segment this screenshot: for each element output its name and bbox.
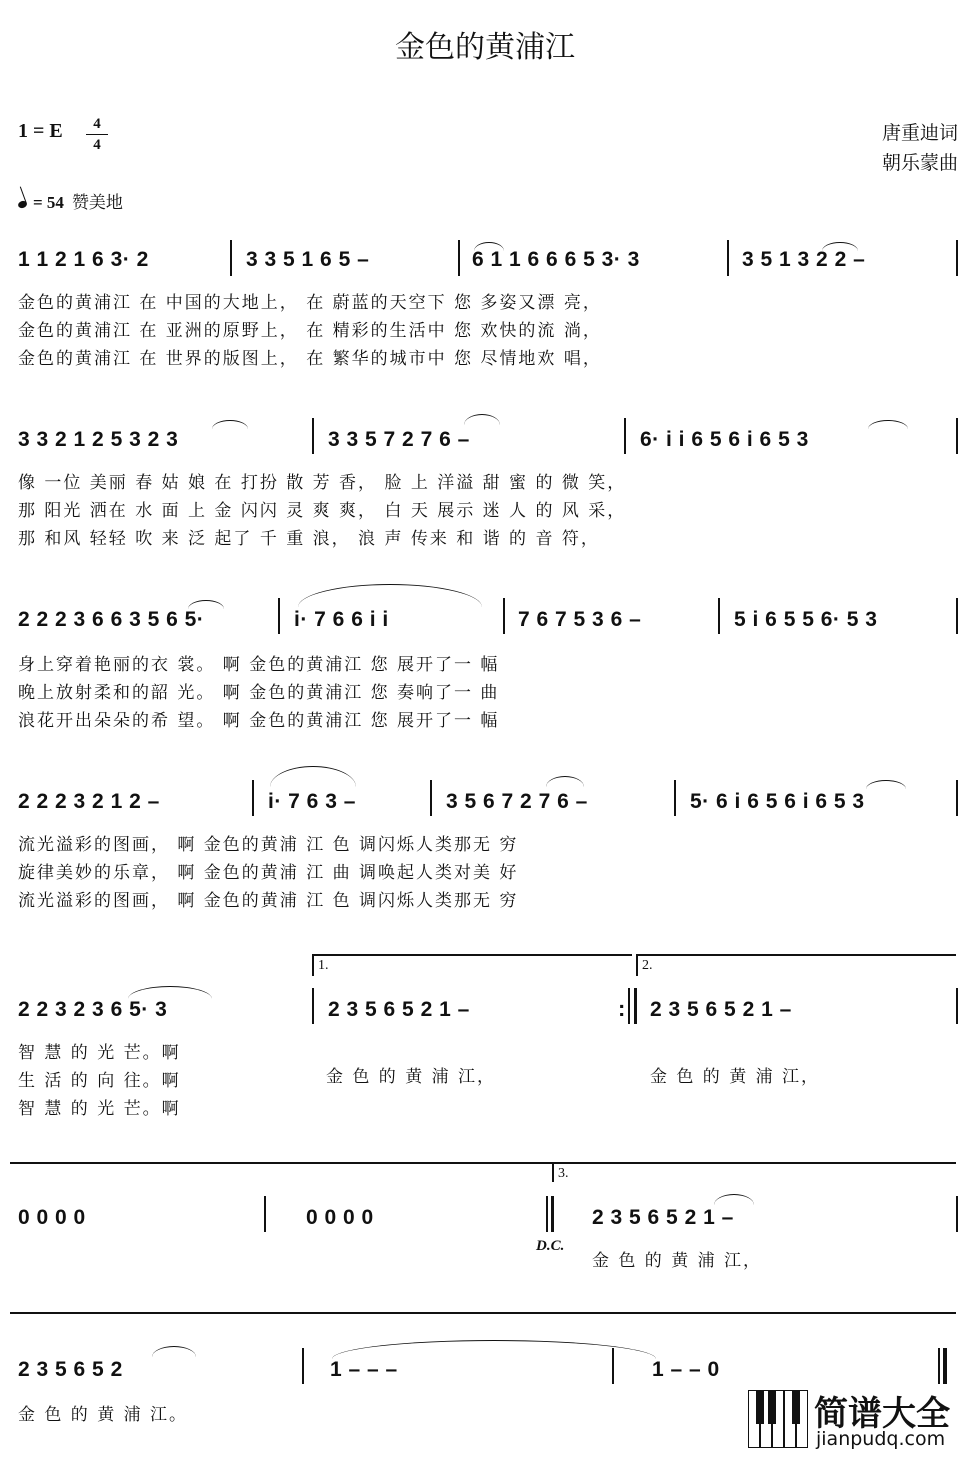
measure-notes: 3 5 6 7 2 7 6 – bbox=[446, 790, 588, 813]
slur bbox=[270, 766, 356, 787]
lyric-line-1: 智 慧 的 光 芒。啊 bbox=[18, 1043, 181, 1063]
lyric-line-3: 智 慧 的 光 芒。啊 bbox=[18, 1099, 181, 1119]
barline bbox=[674, 780, 676, 816]
piano-keys-icon bbox=[748, 1390, 808, 1448]
measure-notes: 2 3 5 6 5 2 bbox=[18, 1358, 123, 1381]
volta-label-3: 3. bbox=[558, 1166, 569, 1181]
slur bbox=[298, 584, 482, 607]
lyric-volta-1: 金 色 的 黄 浦 江， bbox=[326, 1067, 497, 1087]
barline bbox=[624, 418, 626, 454]
volta-bracket-1-edge bbox=[312, 954, 314, 976]
barline bbox=[956, 1196, 958, 1232]
barline bbox=[503, 598, 505, 634]
barline bbox=[546, 1196, 548, 1232]
measure-notes: i· 7 6 3 – bbox=[268, 790, 356, 813]
lyric-line-2: 那 阳光 洒在 水 面 上 金 闪闪 灵 爽 爽， 白 天 展示 迷 人 的 风 采， bbox=[18, 501, 627, 521]
measure-notes: 6 1 1 6 6 6 5 3· 3 bbox=[472, 248, 640, 271]
watermark-title: 简谱大全 bbox=[814, 1394, 950, 1434]
measure-notes: 2 2 2 3 6 6 3 5 6 5· bbox=[18, 608, 205, 631]
lyric-line-3: 浪花开出朵朵的希 望。 啊 金色的黄浦江 您 展开了一 幅 bbox=[18, 711, 500, 731]
barline bbox=[312, 418, 314, 454]
barline bbox=[458, 240, 460, 276]
measure-notes: 5· 6 i 6 5 6 i 6 5 3 bbox=[690, 790, 865, 813]
slur bbox=[474, 242, 504, 251]
measure-notes: i· 7 6 6 i i bbox=[294, 608, 389, 631]
barline bbox=[956, 598, 958, 634]
lyric-line: 金 色 的 黄 浦 江。 bbox=[18, 1405, 189, 1425]
barline-thick bbox=[551, 1196, 554, 1232]
lyric-line-1: 身上穿着艳丽的衣 裳。 啊 金色的黄浦江 您 展开了一 幅 bbox=[18, 655, 500, 675]
final-barline bbox=[938, 1348, 940, 1384]
slur bbox=[128, 986, 212, 999]
barline bbox=[302, 1348, 304, 1384]
measure-notes: 2 2 2 3 2 1 2 – bbox=[18, 790, 160, 813]
slur bbox=[464, 414, 500, 425]
staff-divider bbox=[10, 1162, 956, 1164]
volta-bracket-3-edge bbox=[552, 1162, 554, 1182]
tempo-marking bbox=[18, 188, 123, 213]
key-signature: 1 = E bbox=[18, 120, 63, 142]
measure-notes: 5 i 6 5 5 6· 5 3 bbox=[734, 608, 878, 631]
measure-notes: 3 3 5 7 2 7 6 – bbox=[328, 428, 470, 451]
volta-label-2: 2. bbox=[642, 958, 653, 973]
barline bbox=[264, 1196, 266, 1232]
lyric-line-3: 那 和风 轻轻 吹 来 泛 起了 千 重 浪， 浪 声 传来 和 谐 的 音 符， bbox=[18, 529, 600, 549]
time-signature bbox=[86, 115, 108, 154]
time-signature-top: 4 bbox=[93, 116, 101, 132]
staff-divider bbox=[10, 1312, 956, 1314]
lyricist: 唐重迪词 bbox=[881, 122, 958, 144]
lyric-line-2: 金色的黄浦江 在 亚洲的原野上， 在 精彩的生活中 您 欢快的流 淌， bbox=[18, 321, 602, 341]
watermark-url: jianpudq.com bbox=[816, 1428, 946, 1450]
measure-notes: 2 3 5 6 5 2 1 – bbox=[592, 1206, 734, 1229]
slur bbox=[212, 420, 248, 429]
volta-bracket-1 bbox=[312, 954, 632, 956]
volta-bracket-2-edge bbox=[636, 954, 638, 976]
barline bbox=[230, 240, 232, 276]
measure-notes: 6· i i 6 5 6 i 6 5 3 bbox=[640, 428, 809, 451]
slur bbox=[714, 1194, 754, 1205]
barline bbox=[718, 598, 720, 634]
measure-notes: 1 1 2 1 6 3· 2 bbox=[18, 248, 149, 271]
volta-bracket-2 bbox=[636, 954, 956, 956]
measure-notes: 2 2 3 2 3 6 5· 3 bbox=[18, 998, 168, 1021]
tempo-value: = 54 bbox=[33, 193, 64, 212]
measure-notes: 0 0 0 0 bbox=[306, 1206, 374, 1229]
lyric-line-2: 晚上放射柔和的韶 光。 啊 金色的黄浦江 您 奏响了一 曲 bbox=[18, 683, 500, 703]
lyric-volta-2: 金 色 的 黄 浦 江， bbox=[650, 1067, 821, 1087]
measure-notes: 1 – – – bbox=[330, 1358, 398, 1381]
lyric-line-1: 流光溢彩的图画， 啊 金色的黄浦 江 色 调闪烁人类那无 穷 bbox=[18, 835, 519, 855]
barline bbox=[956, 780, 958, 816]
measure-notes: 1 – – 0 bbox=[652, 1358, 720, 1381]
quarter-note-icon bbox=[17, 200, 28, 210]
barline bbox=[278, 598, 280, 634]
barline bbox=[312, 988, 314, 1024]
lyric-line: 金 色 的 黄 浦 江， bbox=[592, 1251, 763, 1271]
slur bbox=[822, 242, 858, 251]
slur bbox=[332, 1340, 656, 1359]
lyric-line-1: 金色的黄浦江 在 中国的大地上， 在 蔚蓝的天空下 您 多姿又漂 亮， bbox=[18, 293, 602, 313]
barline bbox=[628, 988, 630, 1024]
slur bbox=[152, 1346, 196, 1357]
barline bbox=[956, 988, 958, 1024]
measure-notes: 2 3 5 6 5 2 1 – bbox=[650, 998, 792, 1021]
composer: 朝乐蒙曲 bbox=[881, 152, 958, 174]
barline bbox=[430, 780, 432, 816]
measure-notes: 0 0 0 0 bbox=[18, 1206, 86, 1229]
slur bbox=[546, 776, 584, 787]
lyric-line-3: 金色的黄浦江 在 世界的版图上， 在 繁华的城市中 您 尽情地欢 唱， bbox=[18, 349, 602, 369]
measure-notes: 2 3 5 6 5 2 1 – bbox=[328, 998, 470, 1021]
lyric-line-2: 旋律美妙的乐章， 啊 金色的黄浦 江 曲 调唤起人类对美 好 bbox=[18, 863, 519, 883]
barline bbox=[252, 780, 254, 816]
lyric-line-1: 像 一位 美丽 春 姑 娘 在 打扮 散 芳 香， 脸 上 洋溢 甜 蜜 的 微 笑， bbox=[18, 473, 627, 493]
measure-notes: 3 5 1 3 2 2 – bbox=[742, 248, 866, 271]
slur bbox=[868, 420, 908, 429]
volta-label-1: 1. bbox=[318, 958, 329, 973]
slur bbox=[866, 780, 906, 789]
barline bbox=[956, 240, 958, 276]
barline bbox=[956, 418, 958, 454]
measure-notes: 3 3 5 1 6 5 – bbox=[246, 248, 370, 271]
lyric-line-3: 流光溢彩的图画， 啊 金色的黄浦 江 色 调闪烁人类那无 穷 bbox=[18, 891, 519, 911]
final-barline-thick bbox=[943, 1348, 947, 1384]
da-capo-mark: D.C. bbox=[536, 1238, 565, 1254]
measure-notes: 3 3 2 1 2 5 3 2 3 bbox=[18, 428, 179, 451]
barline-thick bbox=[634, 988, 637, 1024]
lyric-line-2: 生 活 的 向 往。啊 bbox=[18, 1071, 181, 1091]
measure-notes: 7 6 7 5 3 6 – bbox=[518, 608, 642, 631]
expression-mark: 赞美地 bbox=[71, 193, 123, 213]
time-signature-bottom: 4 bbox=[93, 137, 101, 153]
repeat-sign: : bbox=[618, 996, 626, 1021]
page-title: 金色的黄浦江 bbox=[395, 30, 575, 65]
slur bbox=[188, 600, 224, 609]
barline bbox=[727, 240, 729, 276]
